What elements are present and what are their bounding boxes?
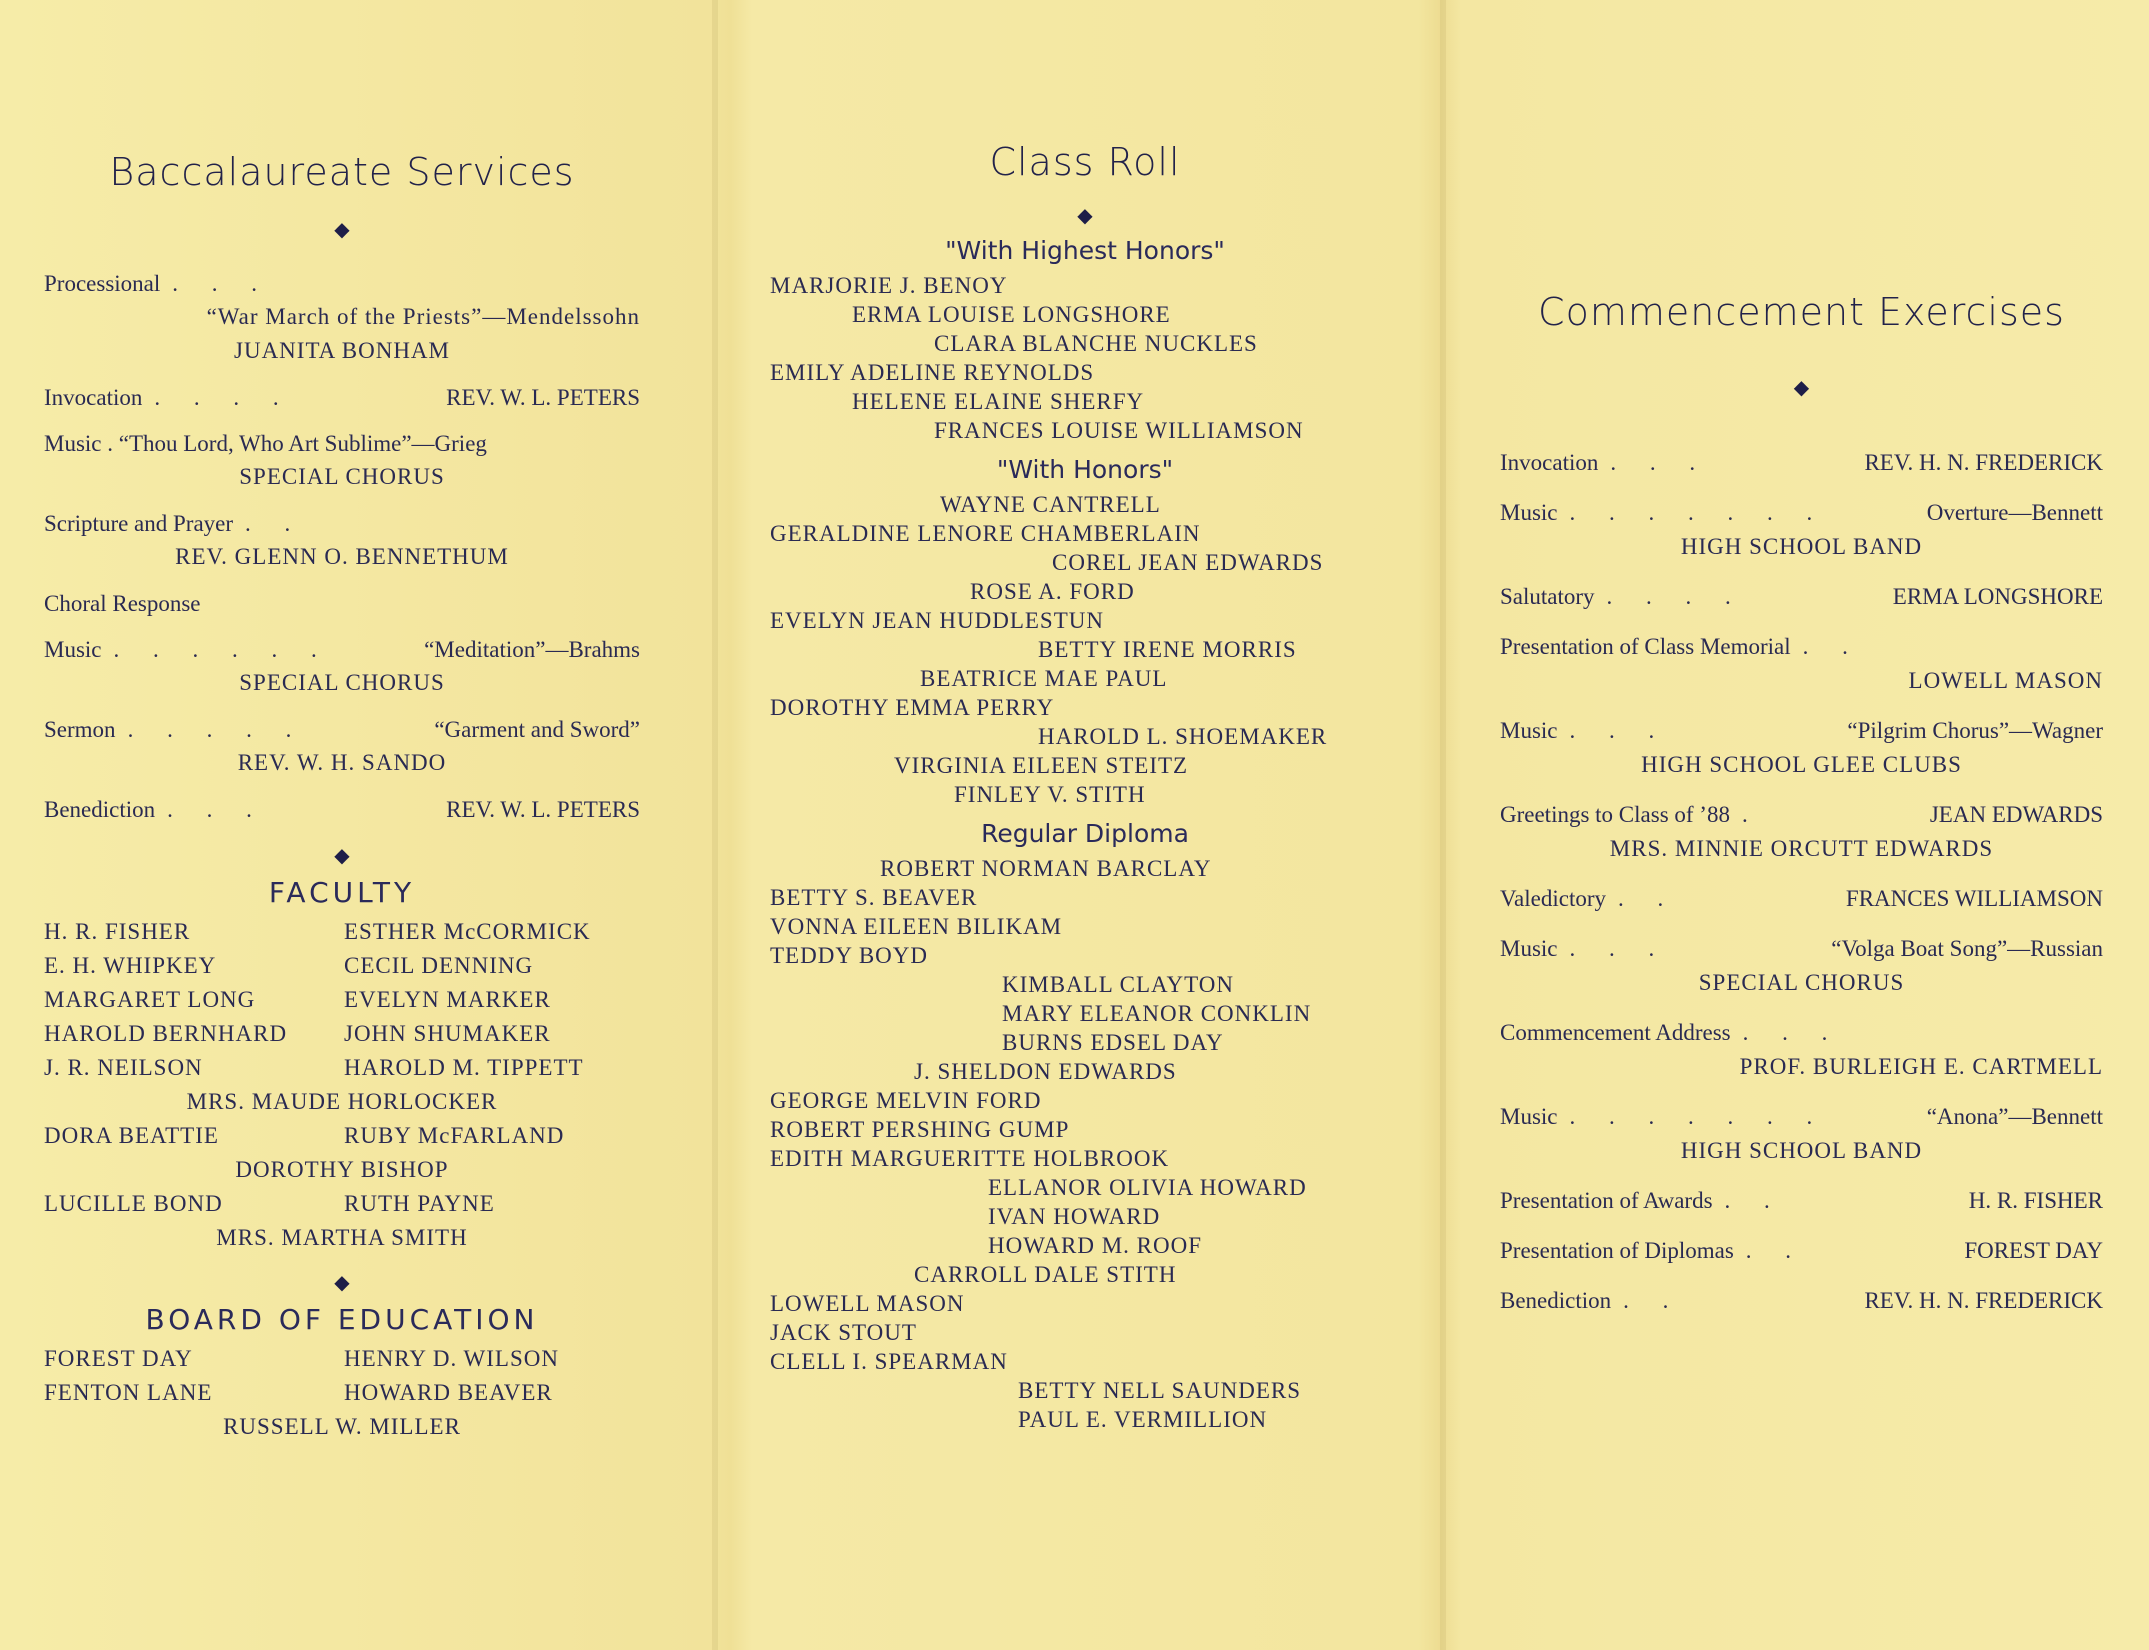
leader-dots: . [1741, 802, 1762, 827]
program-value: H. R. FISHER [1968, 1188, 2103, 1213]
program-item [1500, 1234, 2103, 1268]
faculty-list [44, 915, 640, 1085]
leader-dots: . . . [1569, 936, 1669, 961]
graduate-name: BEATRICE MAE PAUL [920, 666, 1168, 691]
faculty-name: EVELYN MARKER [344, 987, 551, 1012]
leader-dots: . . . . . . . [1569, 500, 1827, 525]
graduate-name: TEDDY BOYD [770, 943, 928, 968]
leader-dots: . . . [1569, 718, 1669, 743]
faculty-name: DORA BEATTIE [44, 1123, 219, 1148]
highest-honors-list [770, 271, 1400, 445]
program-item [44, 428, 640, 494]
board-member: FENTON LANE [44, 1380, 213, 1405]
program-value: REV. W. L. PETERS [446, 797, 640, 822]
commencement-panel [1445, 0, 2149, 1650]
program-item [1500, 882, 2103, 916]
graduate-name: CLARA BLANCHE NUCKLES [934, 331, 1258, 356]
leader-dots: . . . . [1606, 584, 1745, 609]
program-performer: JUANITA BONHAM [234, 338, 450, 363]
graduate-name: HELENE ELAINE SHERFY [852, 389, 1145, 414]
graduate-name: EDITH MARGUERITTE HOLBROOK [770, 1146, 1170, 1171]
program-performer: HIGH SCHOOL BAND [1680, 534, 1923, 559]
program-row [44, 428, 640, 460]
program-value: FOREST DAY [1964, 1238, 2103, 1263]
faculty-name: E. H. WHIPKEY [44, 953, 217, 978]
leader-dots: . . . . . . [113, 637, 331, 662]
board-title: BOARD OF EDUCATION [145, 1303, 539, 1336]
program-label: Benediction [1500, 1288, 1612, 1313]
leader-dots: . . [1618, 886, 1678, 911]
leader-dots: . . [1745, 1238, 1806, 1263]
program-row [1500, 446, 2103, 480]
graduate-name: HOWARD M. ROOF [988, 1233, 1202, 1258]
faculty-name: MRS. MARTHA SMITH [216, 1225, 468, 1250]
leader-dots: . . . . . [127, 717, 306, 742]
program-label: Presentation of Diplomas [1500, 1238, 1734, 1263]
graduate-name: MARJORIE J. BENOY [770, 273, 1008, 298]
faculty-list [44, 1187, 640, 1221]
graduate-name: ROBERT PERSHING GUMP [770, 1117, 1070, 1142]
program-label: Choral Response [44, 591, 201, 616]
graduate-name: BURNS EDSEL DAY [1002, 1030, 1224, 1055]
program-item [1500, 496, 2103, 564]
graduate-name: VONNA EILEEN BILIKAM [770, 914, 1063, 939]
graduate-name: VIRGINIA EILEEN STEITZ [894, 753, 1189, 778]
leader-dots: . . [1802, 634, 1862, 659]
divider-diamond-icon: ◆ [334, 219, 350, 241]
class-roll-panel [715, 0, 1440, 1650]
commencement-program [1500, 446, 2103, 1318]
divider-diamond-icon: ◆ [1077, 205, 1093, 227]
graduate-name: FRANCES LOUISE WILLIAMSON [934, 418, 1304, 443]
leader-dots: . . [245, 511, 305, 536]
graduate-name: DOROTHY EMMA PERRY [770, 695, 1055, 720]
graduate-name: CLELL I. SPEARMAN [770, 1349, 1008, 1374]
program-item [44, 382, 640, 414]
program-item [1500, 1184, 2103, 1218]
program-detail: “War March of the Priests”—Mendelssohn [206, 304, 640, 329]
program-value: FRANCES WILLIAMSON [1845, 886, 2103, 911]
graduate-name: MARY ELEANOR CONKLIN [1002, 1001, 1312, 1026]
program-item [1500, 1284, 2103, 1318]
graduate-name: CARROLL DALE STITH [914, 1262, 1177, 1287]
program-value: JEAN EDWARDS [1929, 802, 2103, 827]
faculty-name: HAROLD BERNHARD [44, 1021, 288, 1046]
program-label: Invocation [44, 385, 143, 410]
graduate-name: HAROLD L. SHOEMAKER [1038, 724, 1328, 749]
divider-diamond-icon: ◆ [334, 845, 350, 867]
program-row [44, 794, 640, 826]
program-value: “Meditation”—Brahms [424, 637, 640, 662]
graduate-name: ROBERT NORMAN BARCLAY [880, 856, 1212, 881]
graduate-name: PAUL E. VERMILLION [1018, 1407, 1268, 1432]
graduate-name: JACK STOUT [770, 1320, 917, 1345]
program-item [1500, 580, 2103, 614]
faculty-name: MRS. MAUDE HORLOCKER [186, 1089, 498, 1114]
graduate-name: GERALDINE LENORE CHAMBERLAIN [770, 521, 1201, 546]
program-item [44, 508, 640, 574]
program-item [1500, 630, 2103, 698]
program-row [1500, 1184, 2103, 1218]
faculty-name: CECIL DENNING [344, 953, 534, 978]
program-performer: MRS. MINNIE ORCUTT EDWARDS [1609, 836, 1994, 861]
program-item [1500, 932, 2103, 1000]
program-row [1500, 932, 2103, 966]
graduate-name: EMILY ADELINE REYNOLDS [770, 360, 1095, 385]
faculty-name: RUTH PAYNE [344, 1191, 495, 1216]
program-value: REV. W. L. PETERS [446, 385, 640, 410]
leader-dots: . . . . . . . [1569, 1104, 1827, 1129]
program-item [1500, 1016, 2103, 1084]
program-item [1500, 798, 2103, 866]
program-item [44, 714, 640, 780]
baccalaureate-program [44, 268, 640, 826]
program-item [44, 268, 640, 368]
program-value: “Pilgrim Chorus”—Wagner [1847, 718, 2103, 743]
faculty-name: HAROLD M. TIPPETT [344, 1055, 584, 1080]
leader-dots: . . [1623, 1288, 1683, 1313]
board-member: FOREST DAY [44, 1346, 193, 1371]
program-item [1500, 446, 2103, 480]
leader-dots: . . . [172, 271, 272, 296]
program-label: Music [1500, 718, 1558, 743]
leader-dots: . . . [1742, 1020, 1842, 1045]
faculty-title: FACULTY [268, 876, 416, 909]
commencement-title: Commencement Exercises [1538, 290, 2065, 334]
faculty-name: RUBY McFARLAND [344, 1123, 565, 1148]
program-row [44, 588, 640, 620]
program-value: “Anona”—Bennett [1926, 1104, 2103, 1129]
program-row [1500, 496, 2103, 530]
graduate-name: COREL JEAN EDWARDS [1052, 550, 1324, 575]
board-member: RUSSELL W. MILLER [223, 1414, 461, 1439]
program-item [1500, 714, 2103, 782]
graduate-name: EVELYN JEAN HUDDLESTUN [770, 608, 1104, 633]
program-performer: SPECIAL CHORUS [239, 464, 445, 489]
program-row [1500, 1234, 2103, 1268]
board-list [44, 1342, 640, 1410]
divider-diamond-icon: ◆ [334, 1272, 350, 1294]
graduate-name: WAYNE CANTRELL [940, 492, 1161, 517]
program-performer: REV. W. H. SANDO [237, 750, 447, 775]
honors-list [770, 490, 1400, 809]
program-label: Commencement Address [1500, 1020, 1731, 1045]
leader-dots: . . . . [154, 385, 293, 410]
program-row [1500, 1100, 2103, 1134]
program-performer: HIGH SCHOOL GLEE CLUBS [1641, 752, 1962, 777]
program-value: ERMA LONGSHORE [1892, 584, 2103, 609]
program-row [1500, 1284, 2103, 1318]
divider-diamond-icon: ◆ [1793, 377, 1810, 399]
program-row [1500, 798, 2103, 832]
faculty-name: LUCILLE BOND [44, 1191, 223, 1216]
program-row [1500, 882, 2103, 916]
program-row [1500, 714, 2103, 748]
program-item [44, 634, 640, 700]
faculty-name: J. R. NEILSON [44, 1055, 203, 1080]
baccalaureate-panel [0, 0, 710, 1650]
faculty-name: H. R. FISHER [44, 919, 191, 944]
board-member: HOWARD BEAVER [344, 1380, 553, 1405]
program-item [44, 794, 640, 826]
graduate-name: ERMA LOUISE LONGSHORE [852, 302, 1171, 327]
graduate-name: ROSE A. FORD [970, 579, 1135, 604]
program-label: Invocation [1500, 450, 1599, 475]
program-label: Presentation of Class Memorial [1500, 634, 1791, 659]
program-value: “Garment and Sword” [434, 717, 640, 742]
program-row [44, 382, 640, 414]
program-row [44, 714, 640, 746]
leader-dots: . . . [1610, 450, 1710, 475]
program-label: Valedictory [1500, 886, 1607, 911]
program-label: Salutatory [1500, 584, 1595, 609]
program-row [44, 268, 640, 300]
graduate-name: LOWELL MASON [770, 1291, 965, 1316]
program-value: REV. H. N. FREDERICK [1864, 1288, 2103, 1313]
graduate-name: KIMBALL CLAYTON [1002, 972, 1235, 997]
program-item [44, 588, 640, 620]
program-row [1500, 580, 2103, 614]
leader-dots: . . . [167, 797, 266, 822]
program-row [44, 634, 640, 666]
baccalaureate-title: Baccalaureate Services [109, 150, 575, 194]
faculty-name: MARGARET LONG [44, 987, 256, 1012]
program-label: Presentation of Awards [1500, 1188, 1713, 1213]
leader-dots: . . [1724, 1188, 1784, 1213]
program-label: Music . “Thou Lord, Who Art Sublime”—Grieg [44, 431, 487, 456]
program-label: Music [44, 637, 102, 662]
program-value: “Volga Boat Song”—Russian [1831, 936, 2103, 961]
program-value: REV. H. N. FREDERICK [1864, 450, 2103, 475]
graduate-name: IVAN HOWARD [988, 1204, 1161, 1229]
program-performer: SPECIAL CHORUS [1698, 970, 1905, 995]
faculty-name: ESTHER McCORMICK [344, 919, 591, 944]
program-item [1500, 1100, 2103, 1168]
program-row [44, 508, 640, 540]
board-member: HENRY D. WILSON [344, 1346, 559, 1371]
graduate-name: BETTY IRENE MORRIS [1038, 637, 1297, 662]
program-label: Scripture and Prayer [44, 511, 234, 536]
faculty-name: DOROTHY BISHOP [235, 1157, 449, 1182]
honors-label: "With Honors" [996, 455, 1174, 484]
program-value: Overture—Bennett [1926, 500, 2103, 525]
program-label: Processional [44, 271, 161, 296]
program-performer: HIGH SCHOOL BAND [1680, 1138, 1923, 1163]
program-row [1500, 630, 2103, 664]
program-performer: LOWELL MASON [1908, 668, 2103, 693]
program-label: Benediction [44, 797, 156, 822]
graduate-name: BETTY NELL SAUNDERS [1018, 1378, 1302, 1403]
graduate-name: ELLANOR OLIVIA HOWARD [988, 1175, 1307, 1200]
highest-honors-label: "With Highest Honors" [945, 236, 1225, 265]
program-label: Sermon [44, 717, 116, 742]
program-performer: PROF. BURLEIGH E. CARTMELL [1739, 1054, 2103, 1079]
program-label: Greetings to Class of ’88 [1500, 802, 1730, 827]
graduate-name: J. SHELDON EDWARDS [914, 1059, 1177, 1084]
program-label: Music [1500, 1104, 1558, 1129]
program-row [1500, 1016, 2103, 1050]
faculty-name: JOHN SHUMAKER [344, 1021, 551, 1046]
regular-diploma-list [770, 854, 1400, 1434]
program-label: Music [1500, 500, 1558, 525]
graduate-name: FINLEY V. STITH [954, 782, 1146, 807]
graduate-name: BETTY S. BEAVER [770, 885, 978, 910]
program-label: Music [1500, 936, 1558, 961]
program-performer: REV. GLENN O. BENNETHUM [175, 544, 509, 569]
faculty-list [44, 1119, 640, 1153]
program-performer: SPECIAL CHORUS [239, 670, 445, 695]
regular-diploma-label: Regular Diploma [981, 819, 1189, 848]
graduate-name: GEORGE MELVIN FORD [770, 1088, 1042, 1113]
class-roll-title: Class Roll [989, 140, 1181, 184]
